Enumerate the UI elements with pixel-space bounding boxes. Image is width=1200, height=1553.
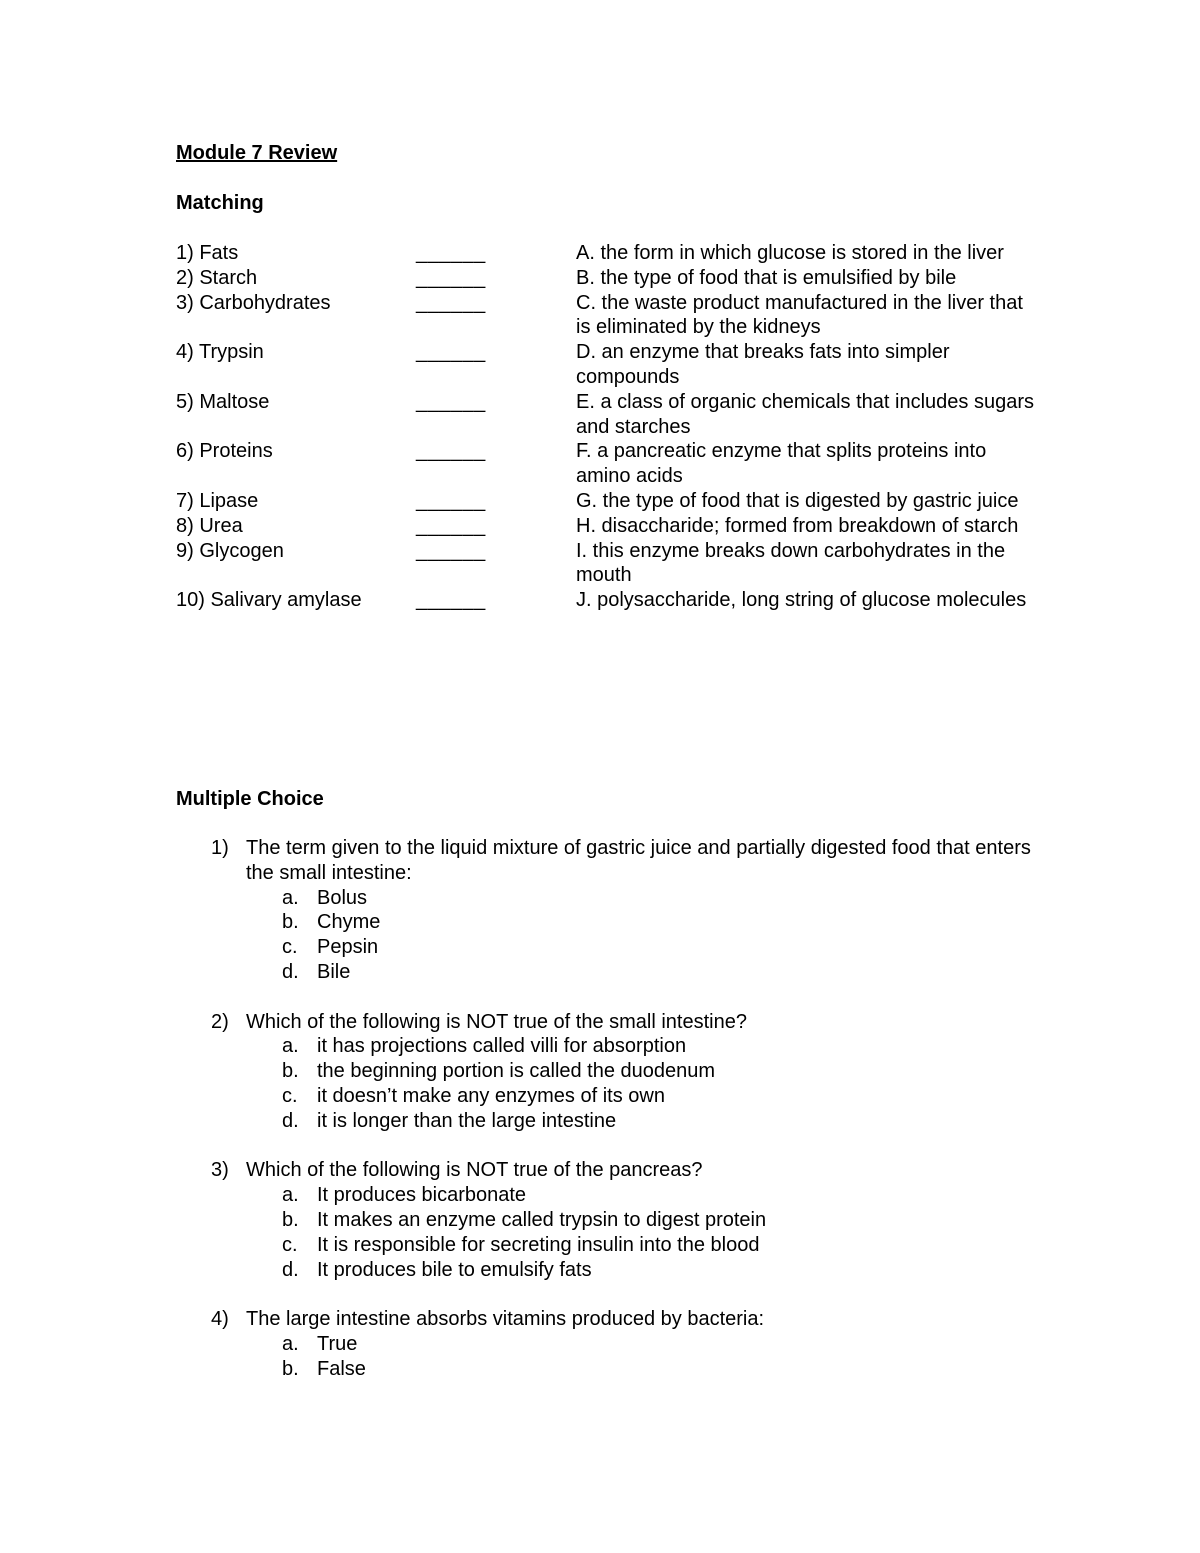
matching-term: 2) Starch — [176, 266, 258, 289]
answer-option — [282, 1109, 1031, 1134]
option-letter: a. — [282, 1332, 299, 1355]
matching-definition: F. a pancreatic enzyme that splits proteins into amino acids — [576, 440, 987, 488]
option-letter: d. — [282, 960, 299, 983]
matching-row — [176, 489, 1036, 514]
matching-row — [176, 588, 1036, 613]
question — [211, 836, 1031, 985]
option-letter: c. — [282, 1233, 298, 1256]
matching-row — [176, 539, 1036, 589]
answer-option — [282, 960, 1031, 985]
question-number: 4) — [211, 1308, 229, 1331]
answer-option — [282, 1258, 1031, 1283]
question — [211, 1158, 1031, 1282]
answer-blank: ______ — [416, 266, 486, 289]
matching-definition: B. the type of food that is emulsified by bile — [576, 266, 957, 289]
matching-term: 9) Glycogen — [176, 539, 284, 562]
option-letter: a. — [282, 1035, 299, 1058]
question-text: Which of the following is NOT true of the small intestine? — [246, 1010, 747, 1033]
option-text: It is responsible for secreting insulin into the blood — [317, 1233, 760, 1256]
matching-term: 10) Salivary amylase — [176, 589, 362, 612]
answer-blank: ______ — [416, 390, 486, 413]
question — [211, 1307, 1031, 1381]
multiple-choice-heading: Multiple Choice — [176, 788, 324, 810]
matching-table — [176, 241, 1036, 613]
matching-definition: G. the type of food that is digested by gastric juice — [576, 489, 1019, 512]
matching-row — [176, 266, 1036, 291]
matching-row — [176, 514, 1036, 539]
page-title: Module 7 Review — [176, 142, 338, 164]
answer-option — [282, 1332, 1031, 1357]
question — [211, 1010, 1031, 1134]
matching-term: 1) Fats — [176, 242, 239, 264]
answer-blank: ______ — [416, 341, 486, 364]
question-number: 3) — [211, 1159, 229, 1182]
option-letter: b. — [282, 1208, 299, 1231]
option-letter: a. — [282, 886, 299, 909]
option-letter: b. — [282, 1357, 299, 1380]
option-text: it doesn’t make any enzymes of its own — [317, 1084, 665, 1107]
matching-definition: C. the waste product manufactured in the liver that is eliminated by the kidneys — [576, 291, 1023, 339]
option-text: Bolus — [317, 886, 368, 909]
matching-term: 7) Lipase — [176, 489, 259, 512]
option-text: it has projections called villi for absorption — [317, 1035, 687, 1058]
answer-options — [246, 886, 1031, 985]
option-text: True — [317, 1332, 358, 1355]
option-letter: d. — [282, 1258, 299, 1281]
option-letter: d. — [282, 1109, 299, 1132]
matching-term: 8) Urea — [176, 514, 243, 537]
matching-row — [176, 241, 1036, 266]
answer-blank: ______ — [416, 489, 486, 512]
option-letter: c. — [282, 936, 298, 959]
option-text: It makes an enzyme called trypsin to digest protein — [317, 1208, 767, 1231]
option-text: It produces bile to emulsify fats — [317, 1258, 592, 1281]
option-letter: b. — [282, 911, 299, 934]
option-text: False — [317, 1357, 366, 1380]
answer-blank: ______ — [416, 440, 486, 463]
answer-option — [282, 1183, 1031, 1208]
option-text: It produces bicarbonate — [317, 1184, 527, 1207]
answer-blank: ______ — [416, 539, 486, 562]
question-text: Which of the following is NOT true of the pancreas? — [246, 1159, 703, 1182]
matching-definition: A. the form in which glucose is stored in the liver — [576, 242, 1004, 264]
answer-option — [282, 910, 1031, 935]
matching-heading: Matching — [176, 192, 264, 214]
question-number: 1) — [211, 837, 229, 859]
option-letter: b. — [282, 1060, 299, 1083]
question-number: 2) — [211, 1010, 229, 1033]
answer-blank: ______ — [416, 589, 486, 612]
question-text: The large intestine absorbs vitamins produced by bacteria: — [246, 1308, 765, 1331]
answer-blank: ______ — [416, 291, 486, 314]
answer-option — [282, 1034, 1031, 1059]
answer-options — [246, 1034, 1031, 1133]
option-letter: a. — [282, 1184, 299, 1207]
matching-term: 4) Trypsin — [176, 341, 264, 364]
question-text: The term given to the liquid mixture of gastric juice and partially digested food that enters the small intestine: — [246, 837, 1031, 884]
answer-options — [246, 1183, 1031, 1282]
matching-term: 6) Proteins — [176, 440, 273, 463]
answer-blank: ______ — [416, 514, 486, 537]
matching-definition: D. an enzyme that breaks fats into simpler compounds — [576, 341, 950, 388]
multiple-choice-list — [211, 836, 1031, 1406]
matching-row — [176, 439, 1036, 489]
matching-definition: E. a class of organic chemicals that includes sugars and starches — [576, 390, 1034, 438]
answer-option — [282, 886, 1031, 911]
matching-definition: I. this enzyme breaks down carbohydrates in the mouth — [576, 539, 1006, 587]
answer-blank: ______ — [416, 242, 486, 264]
option-text: the beginning portion is called the duodenum — [317, 1060, 716, 1083]
matching-definition: H. disaccharide; formed from breakdown of starch — [576, 514, 1019, 537]
answer-option — [282, 1208, 1031, 1233]
answer-option — [282, 935, 1031, 960]
answer-option — [282, 1357, 1031, 1382]
matching-definition: J. polysaccharide, long string of glucose molecules — [576, 589, 1027, 612]
option-text: Bile — [317, 960, 351, 983]
option-text: Chyme — [317, 911, 381, 934]
matching-row — [176, 390, 1036, 440]
option-text: Pepsin — [317, 936, 379, 959]
answer-option — [282, 1084, 1031, 1109]
matching-row — [176, 291, 1036, 341]
option-letter: c. — [282, 1084, 298, 1107]
answer-option — [282, 1059, 1031, 1084]
answer-options — [246, 1332, 1031, 1382]
answer-option — [282, 1233, 1031, 1258]
option-text: it is longer than the large intestine — [317, 1109, 617, 1132]
matching-term: 3) Carbohydrates — [176, 291, 331, 314]
matching-row — [176, 340, 1036, 390]
matching-term: 5) Maltose — [176, 390, 270, 413]
